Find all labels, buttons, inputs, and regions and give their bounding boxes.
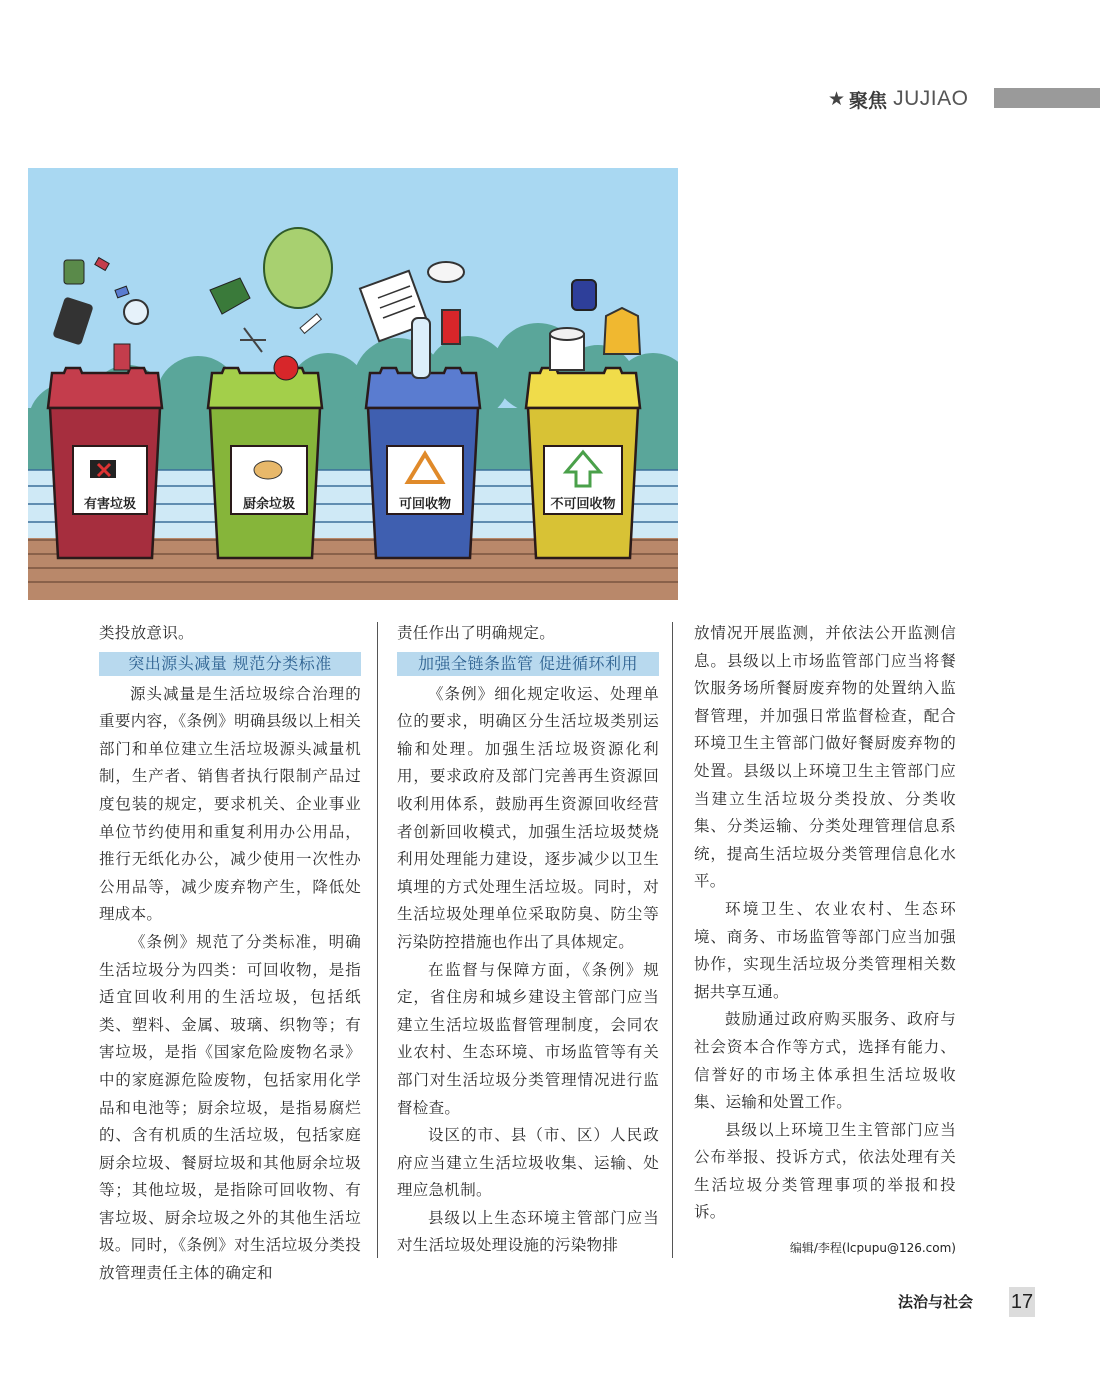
section-heading-supervision: 加强全链条监管 促进循环利用 bbox=[397, 652, 659, 676]
paragraph: 类投放意识。 bbox=[99, 624, 194, 642]
section-header bbox=[828, 86, 968, 112]
article-column-2 bbox=[397, 620, 659, 1260]
paragraph: 《条例》规范了分类标准，明确生活垃圾分为四类：可回收物，是指适宜回收利用的生活垃圾，包括纸类、塑料、金属、玻璃、织物等；有害垃圾，是指《国家危险废物名录》中的家庭源危险废物，包括家用化学品和电池等；厨余垃圾，是指易腐烂的、含有机质的生活垃圾，包括家庭厨余垃圾、餐厨垃圾和其他厨余垃圾等；其他垃圾，是指除可回收物、有害垃圾、厨余垃圾之外的其他生活垃圾。同时，《条例》对生活垃圾分类投放管理责任主体的确定和 bbox=[99, 932, 361, 1283]
paragraph: 《条例》细化规定收运、处理单位的要求，明确区分生活垃圾类别运输和处理。加强生活垃圾资源化利用，要求政府及部门完善再生资源回收利用体系，鼓励再生资源回收经营者创新回收模式，加强生活垃圾焚烧利用处理能力建设，逐步减少以卫生填埋的方式处理生活垃圾。同时，对生活垃圾处理单位采取防臭、防尘等污染防控措施也作出了具体规定。 bbox=[397, 684, 659, 951]
paragraph: 县级以上环境卫生主管部门应当公布举报、投诉方式，依法处理有关生活垃圾分类管理事项的举报和投诉。 bbox=[694, 1120, 956, 1222]
paragraph: 责任作出了明确规定。 bbox=[397, 624, 556, 642]
paragraph: 放情况开展监测，并依法公开监测信息。县级以上市场监管部门应当将餐饮服务场所餐厨废弃物的处置纳入监督管理，并加强日常监督检查，配合环境卫生主管部门做好餐厨废弃物的处置。县级以上环境卫生主管部门应当建立生活垃圾分类投放、分类收集、分类运输、分类处理管理信息系统，提高生活垃圾分类管理信息化水平。 bbox=[694, 624, 956, 891]
bin-non-recyclable bbox=[526, 368, 640, 558]
bin-hazardous bbox=[48, 368, 162, 558]
article-column-1 bbox=[99, 620, 361, 1288]
magazine-title: 法治与社会 bbox=[898, 1293, 974, 1311]
column-divider bbox=[672, 622, 673, 1258]
column-divider bbox=[377, 622, 378, 1258]
section-title-cn: 聚焦 bbox=[849, 89, 888, 112]
paragraph: 设区的市、县（市、区）人民政府应当建立生活垃圾收集、运输、处理应急机制。 bbox=[397, 1126, 659, 1200]
bin-label-recyclable: 可回收物 bbox=[398, 497, 452, 512]
editor-credit: 编辑/李程(lcpupu@126.com) bbox=[789, 1241, 956, 1256]
section-heading-source-reduction: 突出源头减量 规范分类标准 bbox=[99, 652, 361, 676]
bin-label-non-recyclable: 不可回收物 bbox=[550, 497, 616, 512]
paragraph: 环境卫生、农业农村、生态环境、商务、市场监管等部门应当加强协作，实现生活垃圾分类管理相关数据共享互通。 bbox=[694, 899, 956, 1001]
garbage-sorting-illustration bbox=[28, 168, 678, 600]
section-title-en: JUJIAO bbox=[893, 87, 969, 110]
bin-label-hazardous: 有害垃圾 bbox=[83, 497, 137, 512]
bin-recyclable bbox=[366, 368, 480, 558]
bin-food-waste bbox=[208, 368, 322, 558]
bin-label-food-waste: 厨余垃圾 bbox=[242, 497, 296, 512]
paragraph: 源头减量是生活垃圾综合治理的重要内容，《条例》明确县级以上相关部门和单位建立生活垃圾源头减量机制，生产者、销售者执行限制产品过度包装的规定，要求机关、企业事业单位节约使用和重复利用办公用品，推行无纸化办公，减少使用一次性办公用品等，减少废弃物产生，降低处理成本。 bbox=[99, 684, 361, 924]
paragraph: 在监督与保障方面，《条例》规定，省住房和城乡建设主管部门应当建立生活垃圾监督管理制度，会同农业农村、生态环境、市场监管等有关部门对生活垃圾分类管理情况进行监督检查。 bbox=[397, 960, 659, 1117]
article-column-3 bbox=[694, 620, 956, 1263]
page-number: 17 bbox=[1009, 1287, 1035, 1317]
header-bar bbox=[994, 88, 1100, 108]
paragraph: 县级以上生态环境主管部门应当对生活垃圾处理设施的污染物排 bbox=[397, 1208, 659, 1255]
star-icon: ★ bbox=[828, 88, 846, 110]
paragraph: 鼓励通过政府购买服务、政府与社会资本合作等方式，选择有能力、信誉好的市场主体承担生活垃圾收集、运输和处置工作。 bbox=[694, 1010, 956, 1112]
